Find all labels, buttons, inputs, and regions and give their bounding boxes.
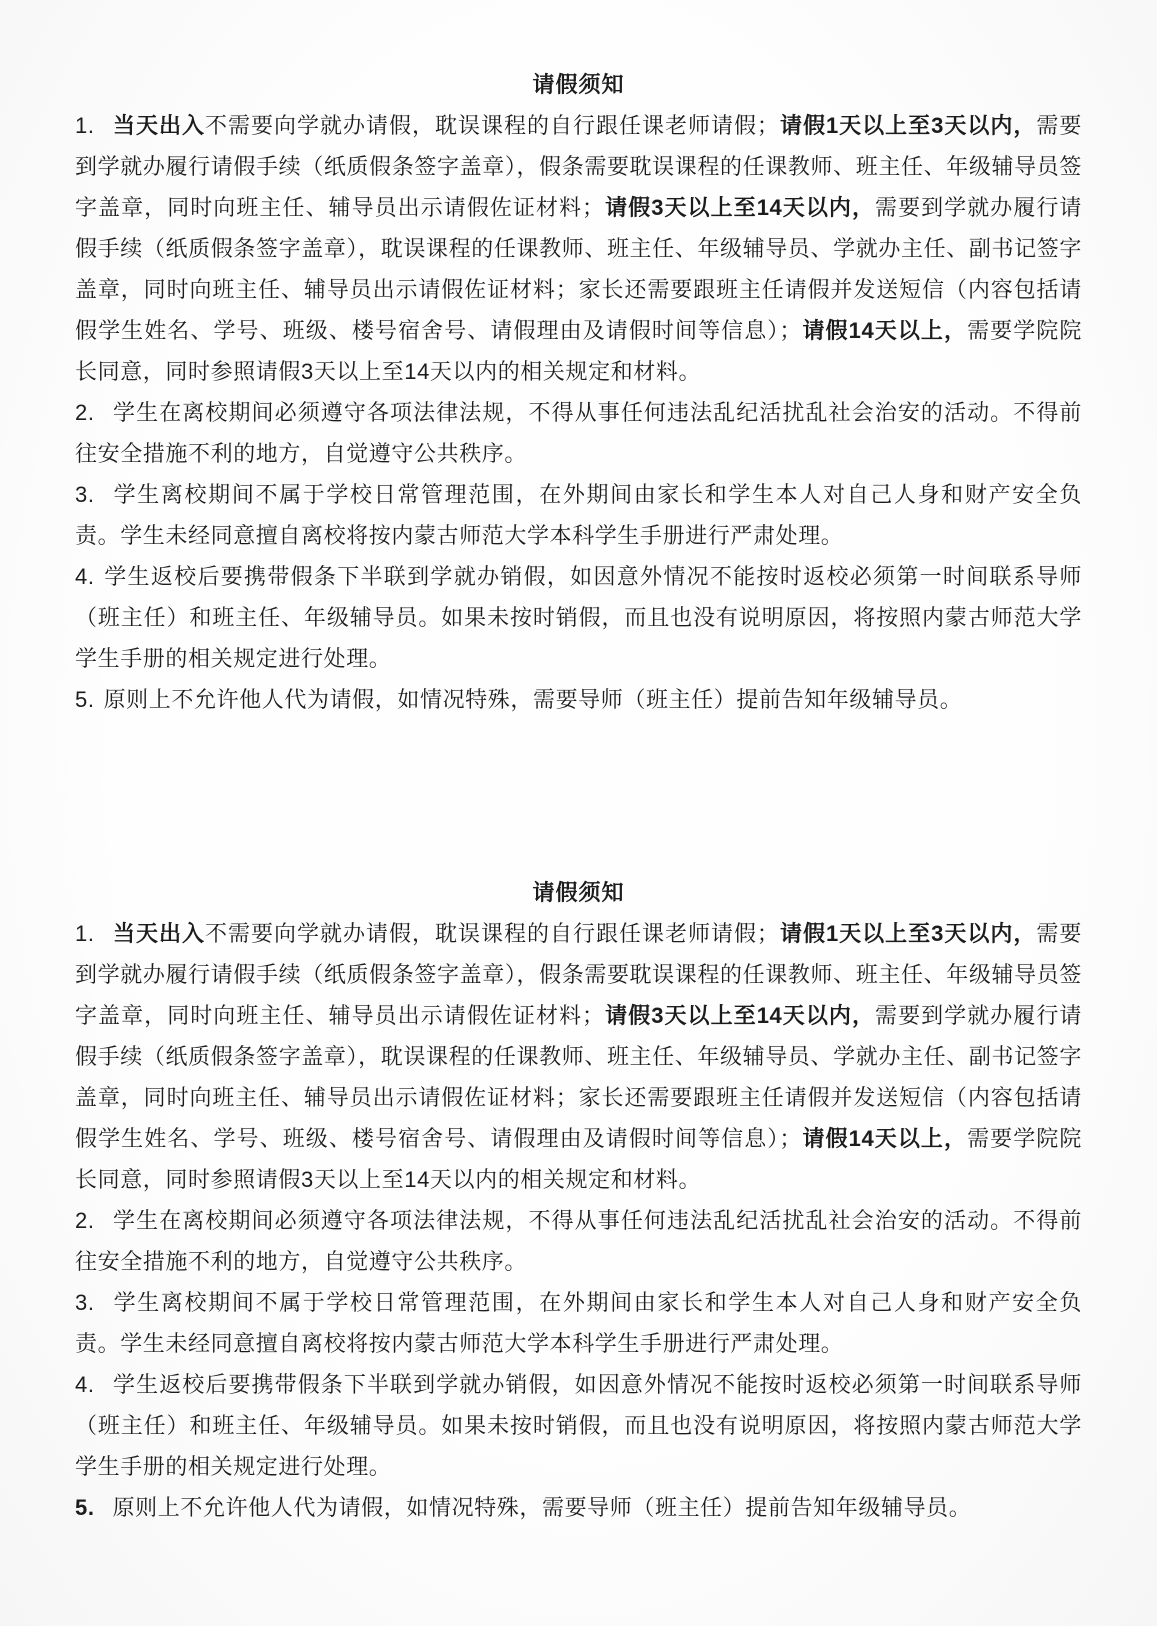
text-segment: 学生在离校期间必须遵守各项法律法规，不得从事任何违法乱纪活扰乱社会治安的活动。不得前往安全措施不利的地方，自觉遵守公共秩序。 <box>75 400 1082 466</box>
notice-paragraph <box>75 1364 1082 1487</box>
item-number: 5. <box>75 1495 95 1520</box>
notice-paragraph <box>75 105 1082 392</box>
leave-notice-section <box>75 64 1082 720</box>
text-segment: 请假1天以上至3天以内， <box>779 921 1037 946</box>
item-number: 1. <box>75 113 95 138</box>
item-number: 3. <box>75 482 95 507</box>
text-segment: 请假3天以上至14天以内， <box>604 1003 876 1028</box>
notice-title: 请假须知 <box>532 880 625 905</box>
notice-paragraph <box>75 1282 1082 1364</box>
text-segment: 当天出入 <box>112 921 205 946</box>
text-segment: 原则上不允许他人代为请假，如情况特殊，需要导师（班主任）提前告知年级辅导员。 <box>112 1495 972 1520</box>
text-segment: 请假3天以上至14天以内， <box>604 195 876 220</box>
leave-notice-section <box>75 872 1082 1528</box>
item-number: 4. <box>75 1372 95 1397</box>
item-number: 3. <box>75 1290 95 1315</box>
item-number: 4. <box>75 564 95 589</box>
notice-paragraph <box>75 556 1082 679</box>
item-number: 1. <box>75 921 95 946</box>
text-segment: 请假1天以上至3天以内， <box>779 113 1037 138</box>
text-segment: 请假14天以上， <box>801 318 968 343</box>
text-segment: 需要到学就办履行请假手续（纸质假条签字盖章），假条需要耽误课程的任课教师、班主任、年级辅导员签字盖章，同时向班主任、辅导员出示请假佐证材料； <box>75 113 1083 220</box>
item-number: 2. <box>75 1208 95 1233</box>
notice-paragraph <box>75 474 1082 556</box>
text-segment: 需要学院院长同意，同时参照请假3天以上至14天以内的相关规定和材料。 <box>75 318 1082 384</box>
notice-paragraph <box>75 1487 1082 1528</box>
notices-container <box>75 64 1082 1528</box>
text-segment: 需要学院院长同意，同时参照请假3天以上至14天以内的相关规定和材料。 <box>75 1126 1082 1192</box>
text-segment: 学生离校期间不属于学校日常管理范围，在外期间由家长和学生本人对自己人身和财产安全负责。学生未经同意擅自离校将按内蒙古师范大学本科学生手册进行严肃处理。 <box>75 482 1082 548</box>
text-segment: 当天出入 <box>112 113 205 138</box>
text-segment: 需要到学就办履行请假手续（纸质假条签字盖章），耽误课程的任课教师、班主任、年级辅导员、学就办主任、副书记签字盖章，同时向班主任、辅导员出示请假佐证材料；家长还需要跟班主任请假并发送短信（内容包括请假学生姓名、学号、班级、楼号宿舍号、请假理由及请假时间等信息）； <box>75 1003 1083 1151</box>
notice-paragraph <box>75 392 1082 474</box>
text-segment: 学生返校后要携带假条下半联到学就办销假，如因意外情况不能按时返校必须第一时间联系导师（班主任）和班主任、年级辅导员。如果未按时销假，而且也没有说明原因，将按照内蒙古师范大学学生手册的相关规定进行处理。 <box>75 564 1082 671</box>
text-segment: 学生返校后要携带假条下半联到学就办销假，如因意外情况不能按时返校必须第一时间联系导师（班主任）和班主任、年级辅导员。如果未按时销假，而且也没有说明原因，将按照内蒙古师范大学学生手册的相关规定进行处理。 <box>75 1372 1082 1479</box>
item-number: 2. <box>75 400 95 425</box>
text-segment: 学生离校期间不属于学校日常管理范围，在外期间由家长和学生本人对自己人身和财产安全负责。学生未经同意擅自离校将按内蒙古师范大学本科学生手册进行严肃处理。 <box>75 1290 1082 1356</box>
notice-paragraph <box>75 913 1082 1200</box>
item-number: 5. <box>75 687 95 712</box>
text-segment: 不需要向学就办请假，耽误课程的自行跟任课老师请假； <box>204 921 780 946</box>
text-segment: 原则上不允许他人代为请假，如情况特殊，需要导师（班主任）提前告知年级辅导员。 <box>103 687 963 712</box>
notice-title: 请假须知 <box>532 72 625 97</box>
notice-paragraph <box>75 1200 1082 1282</box>
text-segment: 需要到学就办履行请假手续（纸质假条签字盖章），假条需要耽误课程的任课教师、班主任、年级辅导员签字盖章，同时向班主任、辅导员出示请假佐证材料； <box>75 921 1083 1028</box>
text-segment: 需要到学就办履行请假手续（纸质假条签字盖章），耽误课程的任课教师、班主任、年级辅导员、学就办主任、副书记签字盖章，同时向班主任、辅导员出示请假佐证材料；家长还需要跟班主任请假并发送短信（内容包括请假学生姓名、学号、班级、楼号宿舍号、请假理由及请假时间等信息）； <box>75 195 1083 343</box>
text-segment: 学生在离校期间必须遵守各项法律法规，不得从事任何违法乱纪活扰乱社会治安的活动。不得前往安全措施不利的地方，自觉遵守公共秩序。 <box>75 1208 1082 1274</box>
text-segment: 请假14天以上， <box>801 1126 968 1151</box>
notice-paragraph <box>75 679 1082 720</box>
text-segment: 不需要向学就办请假，耽误课程的自行跟任课老师请假； <box>204 113 780 138</box>
